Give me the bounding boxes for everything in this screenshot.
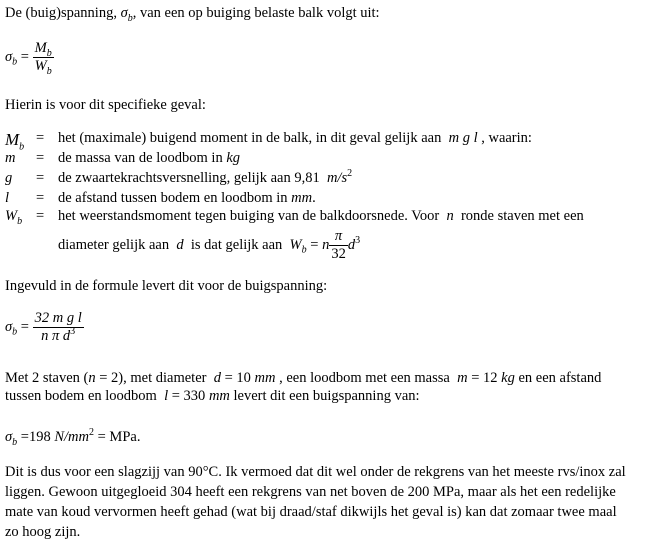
def-text-wb: het weerstandsmoment tegen buiging van de balkdoorsnede. Voor: [58, 208, 440, 224]
defc-n: n: [322, 236, 330, 253]
definition-mb: [0, 130, 650, 153]
met-staven-line1: [5, 369, 601, 387]
result-val: =198: [20, 429, 51, 445]
def-symbol-wb-sub: b: [17, 215, 23, 227]
defc-d: d: [176, 236, 184, 253]
defc-d2: d: [347, 236, 356, 253]
definition-m: [0, 150, 650, 170]
def-desc-wb: [58, 208, 584, 225]
formula1-den-sub: b: [46, 65, 52, 77]
formula2-lhs-sub: b: [12, 326, 18, 338]
result-unit-sup: 2: [89, 427, 94, 439]
met1-d-val: = 10: [224, 370, 251, 386]
def-symbol-mb-sub: b: [19, 141, 25, 153]
def-eq-g: =: [36, 170, 45, 186]
def-desc-g: [58, 170, 352, 187]
formula-sigma-b: [5, 40, 54, 75]
def-eq-l: =: [36, 190, 45, 206]
formula1-eq: =: [20, 48, 29, 65]
definition-wb-cont: [58, 228, 360, 263]
def-symbol-mb-main: M: [5, 130, 20, 149]
defc-frac-den: 32: [331, 246, 346, 262]
def-after-wb: ronde staven met een: [460, 208, 584, 224]
def-desc-m: [58, 150, 240, 167]
met-staven-line2: [5, 387, 420, 405]
conclusion-line-2: liggen. Gewoon uitgegloeid 304 heeft een rekgrens van net boven de 200 MPa, maar als het een redelijke: [5, 484, 616, 500]
formula1-lhs: σ: [5, 48, 13, 65]
conclusion-paragraph: [5, 462, 645, 542]
result-lhs: σ: [5, 429, 13, 445]
formula-buigspanning: [5, 310, 84, 345]
def-math-g: m/s: [326, 170, 348, 186]
formula1-fraction: [33, 40, 54, 75]
conclusion-line-1: Dit is dus voor een slagzijj van 90°C. Ik vermoed dat dit wel onder de rekgrens van het meeste rvs/inox zal: [5, 464, 626, 480]
formula2-den: n π d: [41, 328, 71, 344]
def-math-g-sup: 2: [347, 168, 353, 180]
hierin-line: Hierin is voor dit specifieke geval:: [5, 97, 206, 113]
def-after-l: .: [312, 190, 316, 206]
met1-m-unit: kg: [501, 370, 515, 386]
result-lhs-sub: b: [12, 436, 18, 448]
met2-t1: tussen bodem en loodbom: [5, 388, 157, 404]
definition-g: [0, 170, 650, 190]
result-unit: N/mm: [54, 429, 89, 445]
met1-t2: , een loodbom met een massa: [279, 370, 450, 386]
met1-m: m: [457, 370, 468, 386]
def-symbol-wb: [5, 208, 22, 225]
def-symbol-l: l: [5, 190, 10, 206]
formula2-lhs: σ: [5, 318, 13, 335]
def-symbol-m: m: [5, 150, 16, 166]
def-eq-m: =: [36, 150, 45, 166]
result-tail: = MPa.: [97, 429, 141, 445]
intro-prefix: De (buig)spanning,: [5, 5, 121, 21]
intro-line: [5, 4, 380, 22]
met1-d: d: [213, 370, 221, 386]
def-symbol-wb-main: W: [5, 208, 18, 224]
formula1-lhs-sub: b: [12, 56, 18, 68]
result-line: [5, 428, 140, 446]
definition-l: [0, 190, 650, 210]
formula2-fraction: [33, 310, 84, 345]
conclusion-line-3: mate van koud vervormen heeft gehad (wat bij draad/staf dikwijls het geval is) kan dat zomaar twee maal: [5, 504, 617, 520]
met2-t2: levert dit een buigspanning van:: [233, 388, 420, 404]
def-text-g: de zwaartekrachtsversnelling, gelijk aan 9,81: [58, 170, 320, 186]
met1-t1b: = 2), met diameter: [95, 370, 207, 386]
definition-wb: [0, 208, 650, 228]
formula1-den: W: [34, 58, 47, 74]
formula2-eq: =: [20, 318, 29, 335]
def-symbol-mb: [5, 130, 25, 153]
intro-suffix: , van een op buiging belaste balk volgt uit:: [132, 5, 380, 21]
met1-t3: en een afstand: [518, 370, 602, 386]
def-eq-wb: =: [36, 208, 45, 224]
formula1-num: M: [34, 40, 47, 56]
met1-t1: Met 2 staven (: [5, 370, 89, 386]
formula2-num: 32 m g l: [34, 310, 82, 326]
formula1-num-sub: b: [46, 47, 52, 59]
met1-d-unit: mm: [254, 370, 276, 386]
ingevuld-line: Ingevuld in de formule levert dit voor de buigspanning:: [5, 278, 328, 294]
conclusion-line-4: zo hoog zijn.: [5, 524, 81, 540]
def-math-mb: m g l: [448, 130, 478, 146]
def-math-m: kg: [226, 150, 241, 166]
defc-fraction: [329, 228, 348, 263]
met1-m-val: = 12: [471, 370, 498, 386]
defc-frac-num: π: [329, 228, 348, 246]
met1-n: n: [88, 370, 96, 386]
defc-wb-sub: b: [301, 244, 307, 256]
defc-d-sup: 3: [355, 235, 361, 246]
met2-l: l: [164, 388, 169, 404]
def-after-mb: , waarin:: [481, 130, 532, 146]
def-text-mb: het (maximale) buigend moment in de balk, in dit geval gelijk aan: [58, 130, 442, 146]
sigma-symbol: σ: [120, 5, 128, 21]
met2-l-val: = 330: [171, 388, 206, 404]
defc-text2: is dat gelijk aan: [190, 236, 283, 253]
defc-eq: =: [310, 236, 319, 253]
met2-l-unit: mm: [208, 388, 230, 404]
def-math-wb: n: [446, 208, 454, 224]
def-desc-l: [58, 190, 316, 207]
def-symbol-g: g: [5, 170, 13, 186]
defc-text: diameter gelijk aan: [58, 236, 170, 253]
def-eq-mb: =: [36, 130, 45, 146]
defc-wb: W: [289, 236, 302, 253]
def-text-l: de afstand tussen bodem en loodbom in: [58, 190, 288, 206]
def-desc-mb: [58, 130, 532, 147]
formula2-den-sup: 3: [70, 326, 76, 338]
def-text-m: de massa van de loodbom in: [58, 150, 223, 166]
sigma-subscript: b: [127, 12, 133, 24]
def-math-l: mm: [291, 190, 313, 206]
